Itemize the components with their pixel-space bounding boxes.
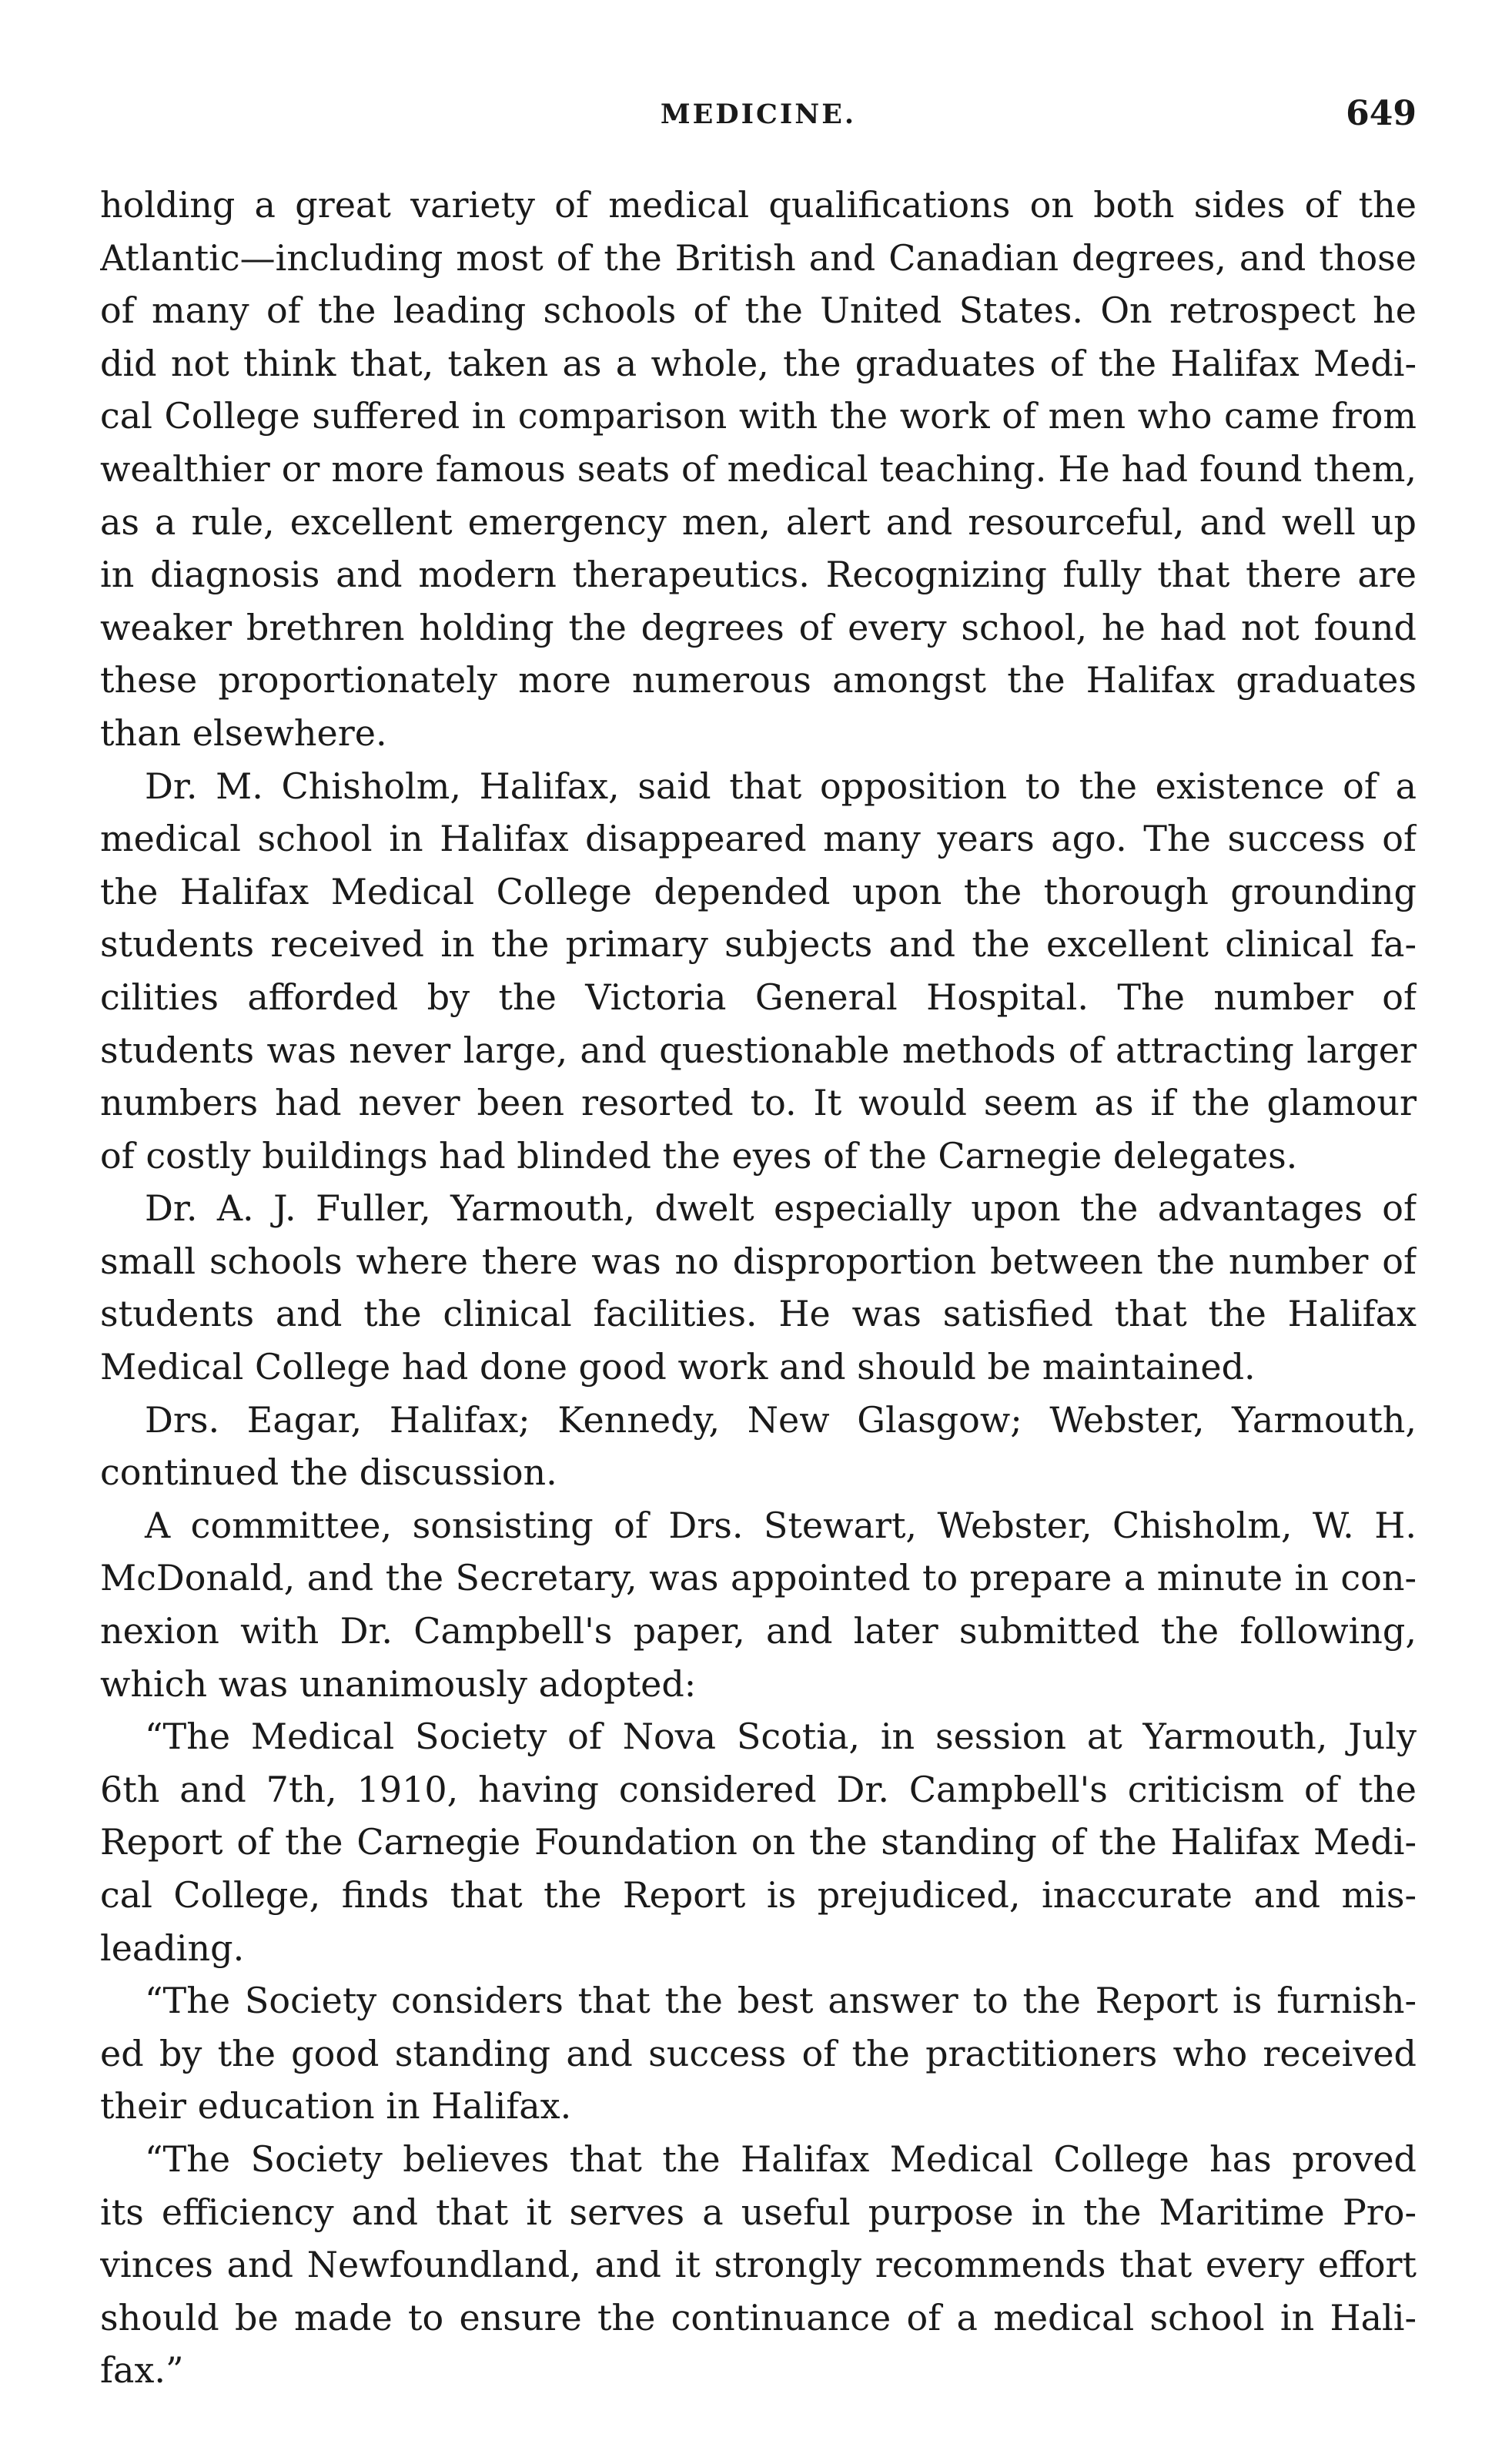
- text-line: wealthier or more famous seats of medical teaching. He had found them,: [100, 447, 1417, 490]
- text-line: 6th and 7th, 1910, having considered Dr. Campbell's criticism of the: [100, 1768, 1417, 1810]
- text-line: cal College, finds that the Report is prejudiced, inaccurate and mis-: [100, 1874, 1417, 1916]
- text-line: Dr. A. J. Fuller, Yarmouth, dwelt especially upon the advantages of: [145, 1187, 1417, 1230]
- text-line: weaker brethren holding the degrees of every school, he had not found: [100, 606, 1417, 648]
- text-line: McDonald, and the Secretary, was appointed to prepare a minute in con-: [100, 1557, 1417, 1599]
- text-line: Dr. M. Chisholm, Halifax, said that opposition to the existence of a: [145, 765, 1417, 807]
- text-line: ed by the good standing and success of the practitioners who received: [100, 2032, 1417, 2074]
- text-line: small schools where there was no disproportion between the number of: [100, 1240, 1417, 1282]
- text-line: nexion with Dr. Campbell's paper, and later submitted the following,: [100, 1610, 1417, 1652]
- body-text: [100, 179, 1417, 2397]
- text-line: students received in the primary subjects and the excellent clinical fa-: [100, 923, 1417, 966]
- text-line: fax.”: [100, 2349, 184, 2392]
- page-number: 649: [1346, 94, 1417, 133]
- text-line: cilities afforded by the Victoria General Hospital. The number of: [100, 976, 1417, 1018]
- text-line: its efficiency and that it serves a useful purpose in the Maritime Pro-: [100, 2191, 1417, 2233]
- text-line: holding a great variety of medical qualifications on both sides of the: [100, 184, 1417, 226]
- text-line: Medical College had done good work and should be maintained.: [100, 1346, 1256, 1388]
- text-line: Drs. Eagar, Halifax; Kennedy, New Glasgow; Webster, Yarmouth,: [145, 1398, 1417, 1441]
- text-line: than elsewhere.: [100, 711, 387, 754]
- text-line: cal College suffered in comparison with the work of men who came from: [100, 395, 1417, 437]
- text-line: these proportionately more numerous amongst the Halifax graduates: [100, 659, 1417, 701]
- text-line: “The Medical Society of Nova Scotia, in session at Yarmouth, July: [145, 1716, 1417, 1758]
- text-line: Report of the Carnegie Foundation on the standing of the Halifax Medi-: [100, 1821, 1417, 1863]
- text-line: did not think that, taken as a whole, the graduates of the Halifax Medi-: [100, 342, 1417, 384]
- text-line: A committee, sonsisting of Drs. Stewart, Webster, Chisholm, W. H.: [145, 1504, 1417, 1546]
- text-line: as a rule, excellent emergency men, alert and resourceful, and well up: [100, 500, 1417, 543]
- text-line: leading.: [100, 1927, 245, 1969]
- text-line: which was unanimously adopted:: [100, 1662, 697, 1705]
- text-line: of costly buildings had blinded the eyes of the Carnegie delegates.: [100, 1134, 1298, 1177]
- text-line: their education in Halifax.: [100, 2085, 572, 2128]
- running-head: [100, 94, 1417, 145]
- text-line: should be made to ensure the continuance of a medical school in Hali-: [100, 2296, 1417, 2338]
- text-line: “The Society believes that the Halifax Medical College has proved: [145, 2138, 1417, 2180]
- text-line: numbers had never been resorted to. It would seem as if the glamour: [100, 1082, 1417, 1124]
- text-line: of many of the leading schools of the United States. On retrospect he: [100, 290, 1417, 332]
- text-line: students was never large, and questionable methods of attracting larger: [100, 1029, 1417, 1071]
- text-line: students and the clinical facilities. He was satisfied that the Halifax: [100, 1293, 1417, 1335]
- running-title: MEDICINE.: [660, 99, 857, 130]
- text-line: medical school in Halifax disappeared many years ago. The success of: [100, 818, 1417, 860]
- text-line: Atlantic—including most of the British and Canadian degrees, and those: [100, 236, 1417, 279]
- text-line: continued the discussion.: [100, 1451, 557, 1494]
- text-line: “The Society considers that the best answer to the Report is furnish-: [145, 1980, 1417, 2022]
- text-line: vinces and Newfoundland, and it strongly recommends that every effort: [100, 2244, 1417, 2286]
- text-line: in diagnosis and modern therapeutics. Recognizing fully that there are: [100, 554, 1417, 596]
- text-line: the Halifax Medical College depended upon the thorough grounding: [100, 870, 1417, 912]
